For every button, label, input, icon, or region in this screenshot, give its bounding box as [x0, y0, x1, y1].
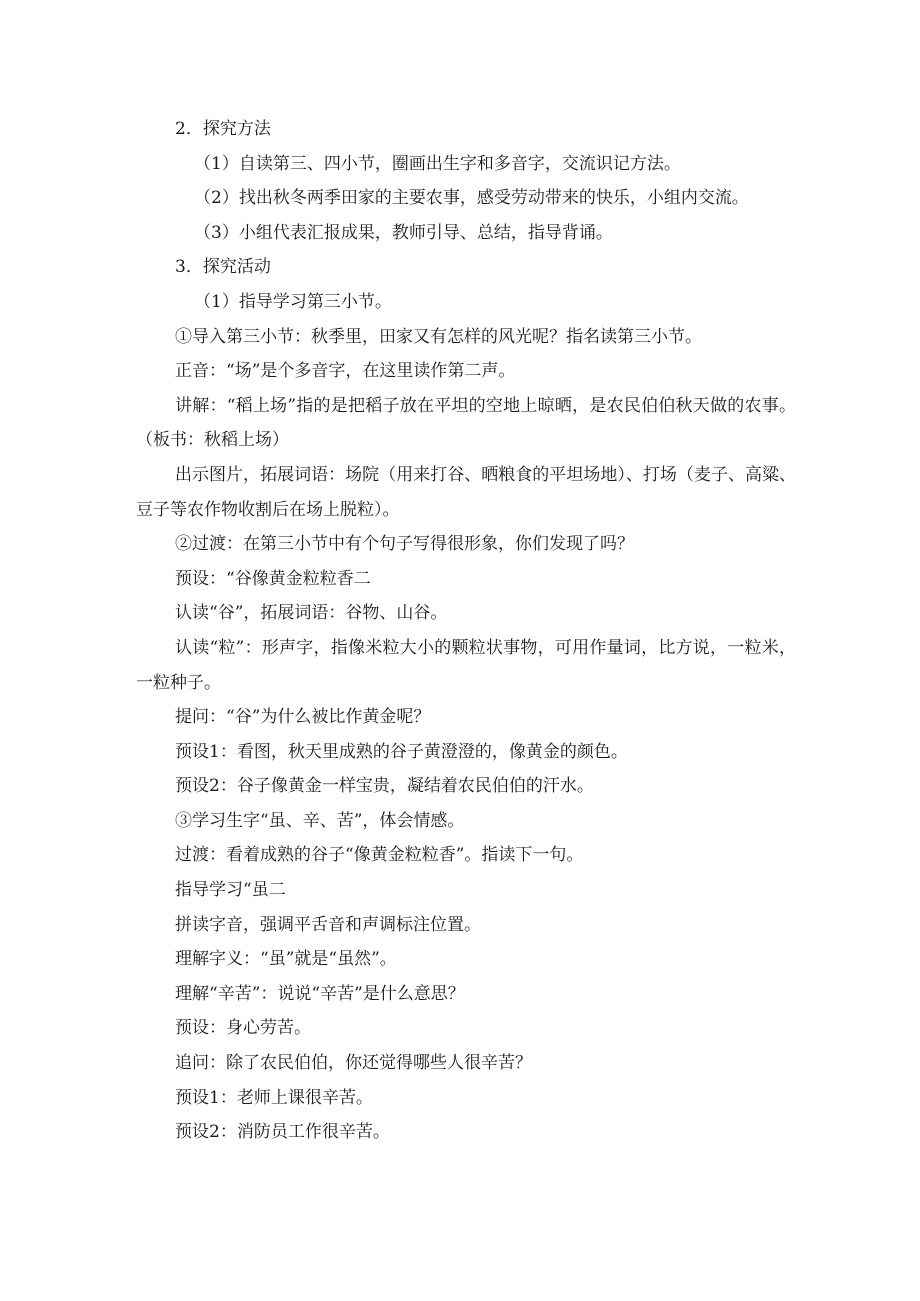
paragraph: 出示图片，拓展词语：场院（用来打谷、晒粮食的平坦场地）、打场（麦子、高粱、豆子等农作物收割后在场上脱粒）。 [136, 464, 796, 520]
activity-item-1: （1）指导学习第三小节。 [194, 291, 392, 312]
paragraph: 认读“粒”：形声字，指像米粒大小的颗粒状事物，可用作量词，比方说，一粒米，一粒种子。 [136, 637, 796, 693]
paragraph: 拼读字音，强调平舌音和声调标注位置。 [175, 914, 481, 935]
section-heading-activity: 3．探究活动 [175, 257, 271, 278]
method-item-2: （2）找出秋冬两季田家的主要农事，感受劳动带来的快乐，小组内交流。 [194, 188, 749, 209]
paragraph: 预设1：看图，秋天里成熟的谷子黄澄澄的，像黄金的颜色。 [175, 741, 628, 762]
paragraph: 指导学习“虽二 [175, 880, 286, 901]
paragraph: 预设1：老师上课很辛苦。 [175, 1087, 373, 1108]
paragraph: 提问：“谷”为什么被比作黄金呢？ [175, 707, 431, 728]
paragraph: 预设2：消防员工作很辛苦。 [175, 1122, 390, 1143]
document-body [136, 112, 796, 1150]
paragraph: 理解字义：“虽”就是“虽然”。 [175, 949, 397, 970]
paragraph: 过渡：看着成熟的谷子“像黄金粒粒香”。指读下一句。 [175, 845, 584, 866]
paragraph: ②过渡：在第三小节中有个句子写得很形象，你们发现了吗？ [175, 534, 634, 555]
paragraph: ①导入第三小节：秋季里，田家又有怎样的风光呢？指名读第三小节。 [175, 326, 702, 347]
paragraph: 预设2：谷子像黄金一样宝贵，凝结着农民伯伯的汗水。 [175, 776, 594, 797]
paragraph: 认读“谷”，拓展词语：谷物、山谷。 [175, 603, 448, 624]
paragraph: ③学习生字“虽、辛、苦”，体会情感。 [175, 810, 465, 831]
paragraph: 预设：“谷像黄金粒粒香二 [175, 568, 371, 589]
paragraph: 正音：“场”是个多音字，在这里读作第二声。 [175, 361, 516, 382]
paragraph: 讲解：“稻上场”指的是把稻子放在平坦的空地上晾晒，是农民伯伯秋天做的农事。（板书：秋稻上场） [136, 395, 796, 451]
paragraph: 追问：除了农民伯伯，你还觉得哪些人很辛苦？ [175, 1053, 532, 1074]
paragraph: 预设：身心劳苦。 [175, 1018, 311, 1039]
method-item-3: （3）小组代表汇报成果，教师引导、总结，指导背诵。 [194, 222, 613, 243]
section-heading-method: 2．探究方法 [175, 119, 271, 139]
method-item-1: （1）自读第三、四小节，圈画出生字和多音字，交流识记方法。 [194, 153, 681, 174]
paragraph: 理解“辛苦”：说说“辛苦”是什么意思？ [175, 983, 465, 1004]
